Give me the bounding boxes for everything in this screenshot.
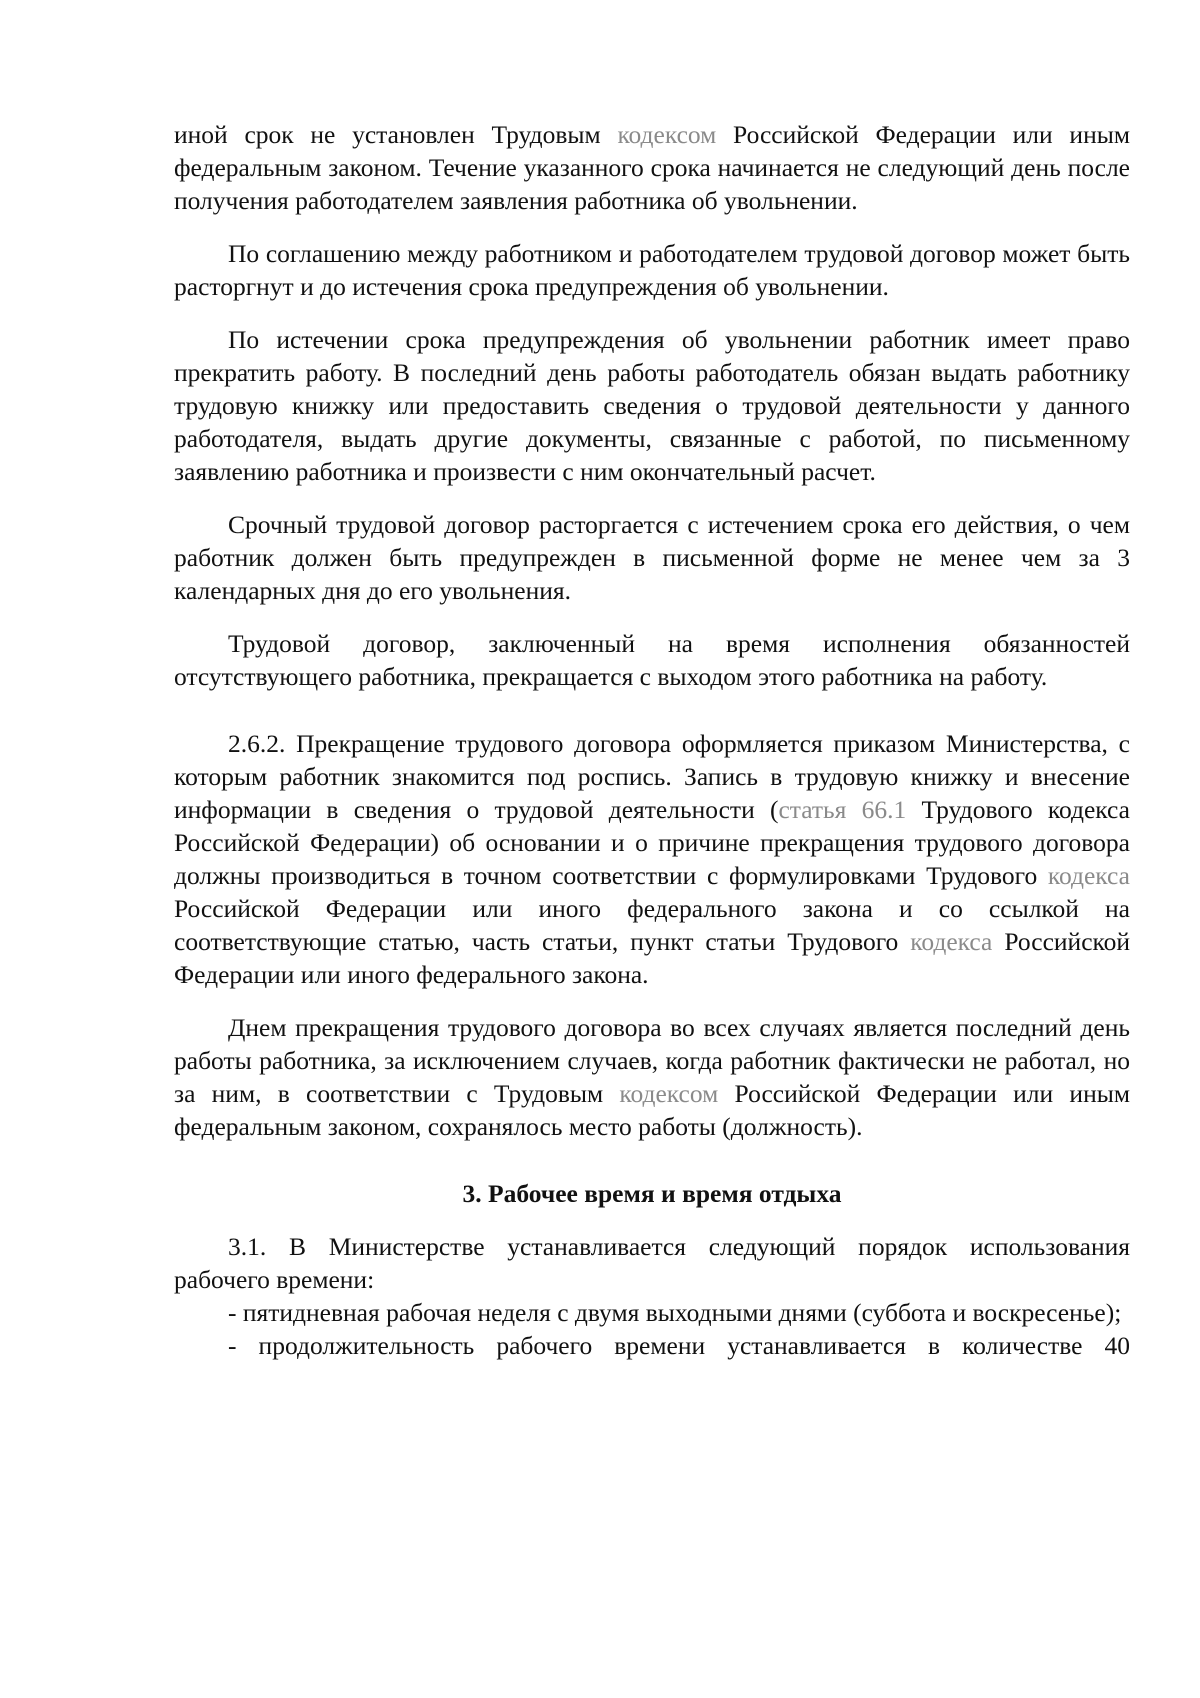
text-fragment: Российской Федерации или иным федеральным законом. Течение указанного срока начинается не следующий день после получения работодателем заявления работника об увольнении.: [174, 120, 1130, 215]
paragraph-fixed-term-contract: Срочный трудовой договор расторгается с истечением срока его действия, о чем работник должен быть предупрежден в письменной форме не менее чем за 3 календарных дня до его увольнения.: [174, 510, 1130, 605]
document-page: [174, 118, 1130, 1362]
paragraph-termination-day: [174, 1011, 1130, 1143]
text-fragment: 2.6.2. Прекращение трудового договора оформляется приказом Министерства, с которым работник знакомится под роспись. Запись в трудовую книжку и внесение информации в сведения о трудовой деятельности (: [174, 729, 1130, 824]
text-fragment: Днем прекращения трудового договора во всех случаях является последний день работы работника, за исключением случаев, когда работник фактически не работал, но за ним, в соответствии с Трудовым: [174, 1013, 1130, 1108]
paragraph-notice-expiry: По истечении срока предупреждения об увольнении работник имеет право прекратить работу. В последний день работы работодатель обязан выдать работнику трудовую книжку или предоставить сведения о трудовой деятельности у данного работодателя, выдать другие документы, связанные с работой, по письменному заявлению работника и произвести с ним окончательный расчет.: [174, 325, 1130, 486]
paragraph-3-1: 3.1. В Министерстве устанавливается следующий порядок использования рабочего времени:: [174, 1232, 1130, 1294]
paragraph-2-6-2: [174, 727, 1130, 991]
paragraph-temporary-contract: Трудовой договор, заключенный на время исполнения обязанностей отсутствующего работника, прекращается с выходом этого работника на работу.: [174, 629, 1130, 691]
list-item-five-day-week: - пятидневная рабочая неделя с двумя выходными днями (суббота и воскресенье);: [228, 1298, 1122, 1327]
section-heading-working-time: 3. Рабочее время и время отдыха: [462, 1179, 842, 1208]
labor-code-link[interactable]: кодекса: [910, 927, 993, 956]
article-66-1-link[interactable]: статья 66.1: [778, 795, 907, 824]
paragraph-mutual-agreement: По соглашению между работником и работодателем трудовой договор может быть расторгнут и до истечения срока предупреждения об увольнении.: [174, 239, 1130, 301]
labor-code-link[interactable]: кодекса: [1047, 861, 1130, 890]
text-fragment: Российской Федерации или иным федеральным законом, сохранялось место работы (должность).: [174, 1079, 1130, 1141]
labor-code-link[interactable]: кодексом: [619, 1079, 719, 1108]
paragraph-resignation-term: [174, 118, 1130, 217]
text-fragment: Российской Федерации или иного федерального закона и со ссылкой на соответствующие статью, часть статьи, пункт статьи Трудового: [174, 894, 1130, 956]
text-fragment: Российской Федерации или иного федерального закона.: [174, 927, 1130, 989]
list-item-working-hours: - продолжительность рабочего времени устанавливается в количестве 40: [228, 1331, 1130, 1360]
text-fragment: иной срок не установлен Трудовым: [174, 120, 618, 149]
labor-code-link[interactable]: кодексом: [617, 120, 717, 149]
text-fragment: Трудового кодекса Российской Федерации) об основании и о причине прекращения трудового договора должны производиться в точном соответствии с формулировками Трудового: [174, 795, 1130, 890]
